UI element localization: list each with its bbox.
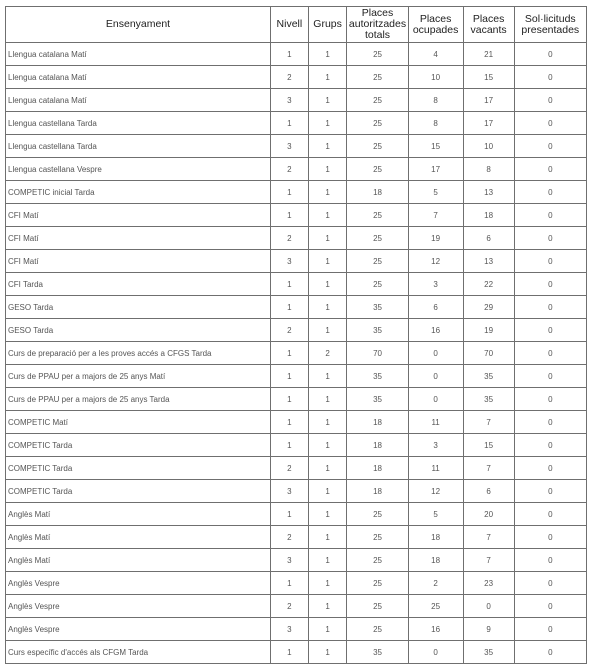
cell-ensenyament: Llengua catalana Matí [6, 89, 271, 112]
cell-nivell: 2 [271, 158, 309, 181]
cell-sollicituds: 0 [514, 549, 586, 572]
cell-nivell: 3 [271, 549, 309, 572]
table-row [6, 135, 587, 158]
cell-sollicituds: 0 [514, 135, 586, 158]
cell-grups: 1 [308, 66, 347, 89]
cell-sollicituds: 0 [514, 434, 586, 457]
cell-grups: 1 [308, 572, 347, 595]
cell-ensenyament: CFI Matí [6, 227, 271, 250]
cell-places-ocupades: 16 [408, 319, 463, 342]
cell-places-ocupades: 10 [408, 66, 463, 89]
cell-grups: 1 [308, 43, 347, 66]
cell-places-vacants: 6 [463, 480, 514, 503]
cell-places-autoritzades: 25 [347, 66, 408, 89]
cell-places-vacants: 7 [463, 549, 514, 572]
cell-places-autoritzades: 25 [347, 89, 408, 112]
cell-sollicituds: 0 [514, 273, 586, 296]
cell-places-autoritzades: 18 [347, 181, 408, 204]
cell-grups: 1 [308, 227, 347, 250]
cell-ensenyament: GESO Tarda [6, 296, 271, 319]
cell-sollicituds: 0 [514, 457, 586, 480]
cell-ensenyament: Llengua castellana Tarda [6, 112, 271, 135]
table-row [6, 296, 587, 319]
cell-sollicituds: 0 [514, 250, 586, 273]
table-row [6, 66, 587, 89]
cell-ensenyament: CFI Matí [6, 204, 271, 227]
cell-nivell: 2 [271, 457, 309, 480]
cell-places-autoritzades: 35 [347, 641, 408, 664]
cell-places-autoritzades: 25 [347, 227, 408, 250]
cell-sollicituds: 0 [514, 319, 586, 342]
cell-nivell: 1 [271, 112, 309, 135]
cell-places-autoritzades: 70 [347, 342, 408, 365]
cell-places-vacants: 15 [463, 66, 514, 89]
cell-grups: 1 [308, 503, 347, 526]
cell-ensenyament: Curs de PPAU per a majors de 25 anys Matí [6, 365, 271, 388]
cell-sollicituds: 0 [514, 572, 586, 595]
cell-ensenyament: COMPETIC Tarda [6, 457, 271, 480]
table-row [6, 273, 587, 296]
cell-grups: 1 [308, 595, 347, 618]
cell-places-autoritzades: 25 [347, 618, 408, 641]
cell-ensenyament: Llengua castellana Vespre [6, 158, 271, 181]
cell-places-vacants: 7 [463, 526, 514, 549]
cell-places-ocupades: 11 [408, 411, 463, 434]
cell-sollicituds: 0 [514, 388, 586, 411]
table-row [6, 43, 587, 66]
cell-places-vacants: 70 [463, 342, 514, 365]
cell-grups: 1 [308, 618, 347, 641]
table-header-row [6, 7, 587, 43]
cell-grups: 1 [308, 411, 347, 434]
cell-ensenyament: Curs de PPAU per a majors de 25 anys Tarda [6, 388, 271, 411]
cell-places-autoritzades: 25 [347, 250, 408, 273]
cell-places-autoritzades: 25 [347, 572, 408, 595]
cell-grups: 1 [308, 480, 347, 503]
cell-places-vacants: 35 [463, 365, 514, 388]
cell-nivell: 1 [271, 296, 309, 319]
cell-places-autoritzades: 35 [347, 296, 408, 319]
table-row [6, 250, 587, 273]
table-row [6, 549, 587, 572]
table-row [6, 158, 587, 181]
cell-sollicituds: 0 [514, 411, 586, 434]
table-row [6, 641, 587, 664]
cell-sollicituds: 0 [514, 112, 586, 135]
cell-ensenyament: COMPETIC Matí [6, 411, 271, 434]
table-row [6, 388, 587, 411]
cell-places-vacants: 17 [463, 112, 514, 135]
cell-ensenyament: Anglès Matí [6, 526, 271, 549]
header-grups: Grups [308, 7, 347, 43]
cell-sollicituds: 0 [514, 342, 586, 365]
cell-nivell: 1 [271, 273, 309, 296]
cell-grups: 1 [308, 135, 347, 158]
cell-nivell: 3 [271, 250, 309, 273]
header-ensenyament: Ensenyament [6, 7, 271, 43]
table-row [6, 595, 587, 618]
table-row [6, 411, 587, 434]
cell-nivell: 2 [271, 595, 309, 618]
table-row [6, 526, 587, 549]
cell-places-ocupades: 3 [408, 434, 463, 457]
cell-places-vacants: 15 [463, 434, 514, 457]
cell-places-ocupades: 18 [408, 549, 463, 572]
cell-grups: 1 [308, 388, 347, 411]
cell-nivell: 1 [271, 43, 309, 66]
cell-ensenyament: COMPETIC Tarda [6, 480, 271, 503]
cell-grups: 1 [308, 641, 347, 664]
cell-nivell: 1 [271, 503, 309, 526]
cell-ensenyament: Llengua castellana Tarda [6, 135, 271, 158]
cell-places-ocupades: 11 [408, 457, 463, 480]
cell-places-vacants: 35 [463, 641, 514, 664]
cell-places-ocupades: 8 [408, 112, 463, 135]
cell-nivell: 2 [271, 227, 309, 250]
cell-nivell: 2 [271, 526, 309, 549]
cell-grups: 1 [308, 365, 347, 388]
cell-sollicituds: 0 [514, 204, 586, 227]
cell-nivell: 1 [271, 641, 309, 664]
cell-nivell: 2 [271, 66, 309, 89]
cell-places-autoritzades: 35 [347, 365, 408, 388]
cell-ensenyament: CFI Matí [6, 250, 271, 273]
cell-nivell: 3 [271, 618, 309, 641]
cell-places-vacants: 0 [463, 595, 514, 618]
cell-sollicituds: 0 [514, 296, 586, 319]
cell-places-ocupades: 15 [408, 135, 463, 158]
cell-sollicituds: 0 [514, 227, 586, 250]
table-row [6, 204, 587, 227]
cell-grups: 1 [308, 250, 347, 273]
cell-places-vacants: 7 [463, 411, 514, 434]
cell-grups: 1 [308, 319, 347, 342]
cell-ensenyament: Anglès Matí [6, 549, 271, 572]
cell-places-autoritzades: 25 [347, 526, 408, 549]
cell-grups: 1 [308, 526, 347, 549]
cell-grups: 1 [308, 434, 347, 457]
cell-places-vacants: 7 [463, 457, 514, 480]
cell-places-vacants: 21 [463, 43, 514, 66]
cell-places-vacants: 6 [463, 227, 514, 250]
cell-sollicituds: 0 [514, 641, 586, 664]
table-row [6, 181, 587, 204]
cell-grups: 1 [308, 457, 347, 480]
cell-places-vacants: 17 [463, 89, 514, 112]
cell-nivell: 2 [271, 319, 309, 342]
cell-places-autoritzades: 35 [347, 319, 408, 342]
cell-places-autoritzades: 25 [347, 204, 408, 227]
cell-ensenyament: Curs de preparació per a les proves accés a CFGS Tarda [6, 342, 271, 365]
cell-places-ocupades: 25 [408, 595, 463, 618]
cell-sollicituds: 0 [514, 158, 586, 181]
cell-places-vacants: 13 [463, 250, 514, 273]
cell-places-autoritzades: 25 [347, 135, 408, 158]
header-places-vacants: Places vacants [463, 7, 514, 43]
cell-grups: 1 [308, 112, 347, 135]
cell-grups: 1 [308, 181, 347, 204]
cell-places-ocupades: 6 [408, 296, 463, 319]
table-row [6, 503, 587, 526]
cell-nivell: 1 [271, 388, 309, 411]
cell-sollicituds: 0 [514, 618, 586, 641]
cell-places-ocupades: 19 [408, 227, 463, 250]
cell-nivell: 1 [271, 181, 309, 204]
cell-places-vacants: 29 [463, 296, 514, 319]
cell-places-vacants: 20 [463, 503, 514, 526]
cell-grups: 1 [308, 158, 347, 181]
cell-places-ocupades: 16 [408, 618, 463, 641]
cell-places-vacants: 19 [463, 319, 514, 342]
cell-places-ocupades: 0 [408, 388, 463, 411]
cell-places-vacants: 13 [463, 181, 514, 204]
cell-places-autoritzades: 25 [347, 549, 408, 572]
cell-places-autoritzades: 25 [347, 43, 408, 66]
cell-places-vacants: 23 [463, 572, 514, 595]
cell-places-autoritzades: 25 [347, 595, 408, 618]
cell-places-ocupades: 5 [408, 181, 463, 204]
cell-nivell: 1 [271, 204, 309, 227]
cell-places-ocupades: 3 [408, 273, 463, 296]
cell-nivell: 3 [271, 89, 309, 112]
cell-places-ocupades: 5 [408, 503, 463, 526]
header-sollicituds: Sol·licituds presentades [514, 7, 586, 43]
table-row [6, 572, 587, 595]
cell-sollicituds: 0 [514, 89, 586, 112]
cell-places-ocupades: 12 [408, 250, 463, 273]
cell-nivell: 1 [271, 365, 309, 388]
cell-grups: 1 [308, 273, 347, 296]
cell-grups: 1 [308, 549, 347, 572]
cell-nivell: 1 [271, 411, 309, 434]
cell-places-ocupades: 17 [408, 158, 463, 181]
cell-places-ocupades: 18 [408, 526, 463, 549]
cell-places-vacants: 10 [463, 135, 514, 158]
cell-nivell: 3 [271, 135, 309, 158]
cell-sollicituds: 0 [514, 365, 586, 388]
table-row [6, 457, 587, 480]
cell-grups: 2 [308, 342, 347, 365]
table-row [6, 480, 587, 503]
cell-sollicituds: 0 [514, 595, 586, 618]
cell-nivell: 1 [271, 342, 309, 365]
cell-places-autoritzades: 18 [347, 480, 408, 503]
cell-sollicituds: 0 [514, 66, 586, 89]
cell-ensenyament: COMPETIC inicial Tarda [6, 181, 271, 204]
table-row [6, 112, 587, 135]
cell-places-autoritzades: 18 [347, 434, 408, 457]
cell-places-ocupades: 0 [408, 365, 463, 388]
cell-places-ocupades: 4 [408, 43, 463, 66]
cell-nivell: 3 [271, 480, 309, 503]
table-row [6, 89, 587, 112]
table-row [6, 342, 587, 365]
cell-ensenyament: COMPETIC Tarda [6, 434, 271, 457]
table-row [6, 618, 587, 641]
table-row [6, 319, 587, 342]
cell-grups: 1 [308, 89, 347, 112]
cell-places-autoritzades: 25 [347, 503, 408, 526]
cell-ensenyament: Anglès Vespre [6, 618, 271, 641]
cell-sollicituds: 0 [514, 480, 586, 503]
cell-places-vacants: 22 [463, 273, 514, 296]
cell-ensenyament: Curs específic d'accés als CFGM Tarda [6, 641, 271, 664]
cell-sollicituds: 0 [514, 181, 586, 204]
cell-places-autoritzades: 25 [347, 273, 408, 296]
cell-places-vacants: 9 [463, 618, 514, 641]
cell-nivell: 1 [271, 434, 309, 457]
cell-places-autoritzades: 35 [347, 388, 408, 411]
cell-places-ocupades: 8 [408, 89, 463, 112]
cell-places-ocupades: 12 [408, 480, 463, 503]
cell-ensenyament: CFI Tarda [6, 273, 271, 296]
cell-places-ocupades: 0 [408, 641, 463, 664]
cell-places-ocupades: 0 [408, 342, 463, 365]
table-row [6, 365, 587, 388]
cell-places-autoritzades: 25 [347, 158, 408, 181]
cell-ensenyament: Llengua catalana Matí [6, 66, 271, 89]
header-nivell: Nivell [271, 7, 309, 43]
cell-ensenyament: Anglès Vespre [6, 572, 271, 595]
cell-ensenyament: Anglès Matí [6, 503, 271, 526]
cell-grups: 1 [308, 296, 347, 319]
cell-ensenyament: Llengua catalana Matí [6, 43, 271, 66]
cell-sollicituds: 0 [514, 43, 586, 66]
cell-sollicituds: 0 [514, 526, 586, 549]
table-row [6, 227, 587, 250]
table-row [6, 434, 587, 457]
cell-places-ocupades: 7 [408, 204, 463, 227]
cell-ensenyament: GESO Tarda [6, 319, 271, 342]
header-places-autoritzades: Places autoritzades totals [348, 7, 407, 41]
cell-places-autoritzades: 18 [347, 411, 408, 434]
cell-ensenyament: Anglès Vespre [6, 595, 271, 618]
cell-places-ocupades: 2 [408, 572, 463, 595]
cell-sollicituds: 0 [514, 503, 586, 526]
cell-places-vacants: 8 [463, 158, 514, 181]
cell-grups: 1 [308, 204, 347, 227]
cell-nivell: 1 [271, 572, 309, 595]
cell-places-vacants: 18 [463, 204, 514, 227]
cell-places-autoritzades: 18 [347, 457, 408, 480]
places-table [5, 6, 587, 664]
header-places-ocupades: Places ocupades [408, 7, 463, 43]
cell-places-vacants: 35 [463, 388, 514, 411]
cell-places-autoritzades: 25 [347, 112, 408, 135]
table-body [6, 43, 587, 664]
